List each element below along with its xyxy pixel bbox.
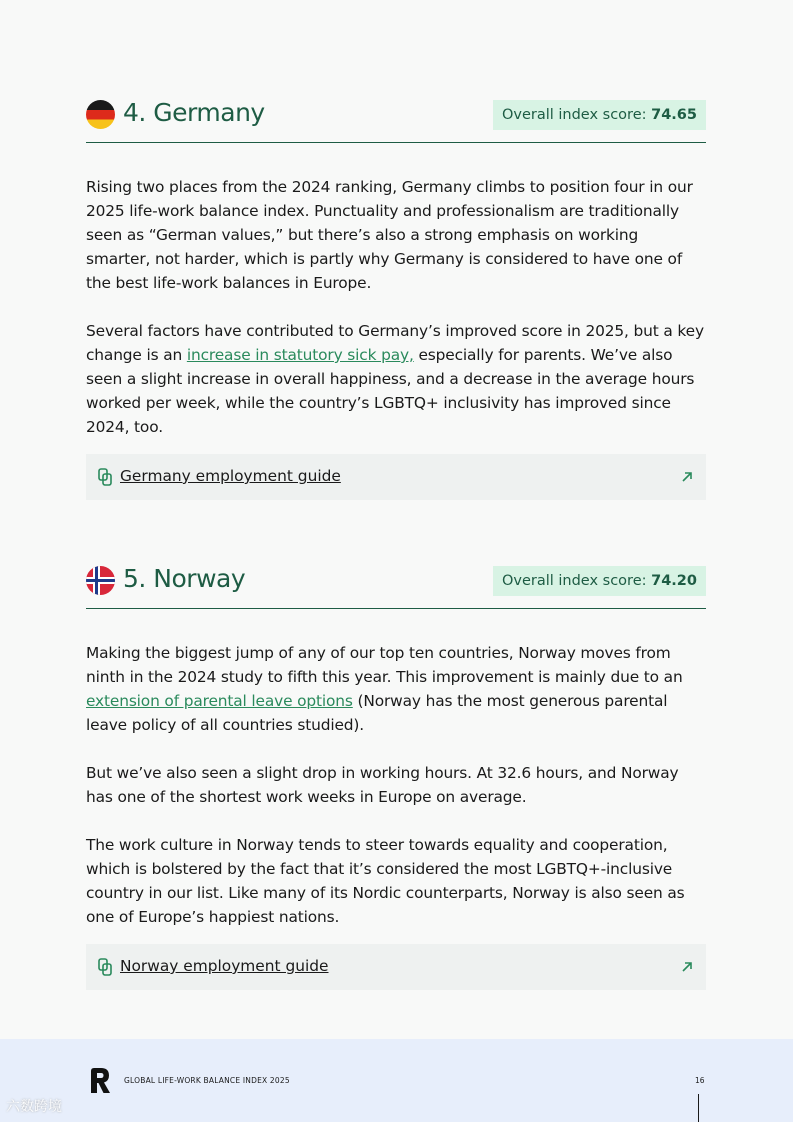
norway-guide-link[interactable]: [86, 944, 706, 990]
norway-section: [86, 564, 706, 975]
germany-guide-link[interactable]: [86, 454, 706, 500]
germany-paragraph-2: Several factors have contributed to Germany’s improved score in 2025, but a key change is an increase in statutory sick pay, especially for parents. We’ve also seen a slight increase in overall happiness, and a decrease in the average hours worked per week, while the country’s LGBTQ+ inclusivity has improved since 2024, too.: [86, 322, 704, 436]
document-link-icon: [98, 958, 112, 976]
sick-pay-link[interactable]: increase in statutory sick pay,: [186, 346, 414, 364]
germany-paragraph-1: Rising two places from the 2024 ranking, Germany climbs to position four in our 2025 life-work balance index. Punctuality and professionalism are traditionally seen as “German values,” but there’s also a strong emphasis on working smarter, not harder, which is partly why Germany is considered to have one of the best life-work balances in Europe.: [86, 178, 693, 292]
footer-divider: [698, 1094, 699, 1122]
watermark: 六数跨境: [6, 1099, 62, 1115]
score-value: 74.20: [651, 573, 697, 589]
arrow-up-right-icon: [681, 961, 693, 973]
norway-paragraph-3: The work culture in Norway tends to steer towards equality and cooperation, which is bolstered by the fact that it’s considered the most LGBTQ+-inclusive country in our list. Like many of its Nordic counterparts, Norway is also seen as one of Europe’s happiest nations.: [86, 836, 685, 926]
germany-guide-label: Germany employment guide: [120, 467, 341, 485]
norway-guide-label: Norway employment guide: [120, 957, 329, 975]
score-label: Overall index score:: [501, 573, 647, 589]
germany-flag-icon: [86, 100, 115, 129]
arrow-up-right-icon: [681, 471, 693, 483]
document-link-icon: [98, 468, 112, 486]
r-logo-icon: [88, 1067, 112, 1093]
page-number: 16: [695, 1076, 705, 1085]
footer-title: GLOBAL LIFE-WORK BALANCE INDEX 2025: [124, 1076, 290, 1085]
germany-section: [86, 98, 706, 485]
norway-score-badge: [493, 566, 706, 596]
germany-title: 4. Germany: [123, 98, 265, 127]
germany-header: [86, 100, 706, 143]
score-value: 74.65: [651, 107, 697, 123]
norway-title: 5. Norway: [123, 564, 246, 593]
score-label: Overall index score:: [501, 107, 647, 123]
parental-leave-link[interactable]: extension of parental leave options: [86, 692, 353, 710]
norway-paragraph-1: Making the biggest jump of any of our top ten countries, Norway moves from ninth in the 2024 study to fifth this year. This improvement is mainly due to an extension of parental leave options (Norway has the most generous parental leave policy of all countries studied).: [86, 644, 683, 734]
norway-header: [86, 566, 706, 609]
page-footer: [0, 1039, 793, 1122]
norway-flag-icon: [86, 566, 115, 595]
norway-paragraph-2: But we’ve also seen a slight drop in working hours. At 32.6 hours, and Norway has one of the shortest work weeks in Europe on average.: [86, 764, 679, 806]
germany-score-badge: [493, 100, 706, 130]
